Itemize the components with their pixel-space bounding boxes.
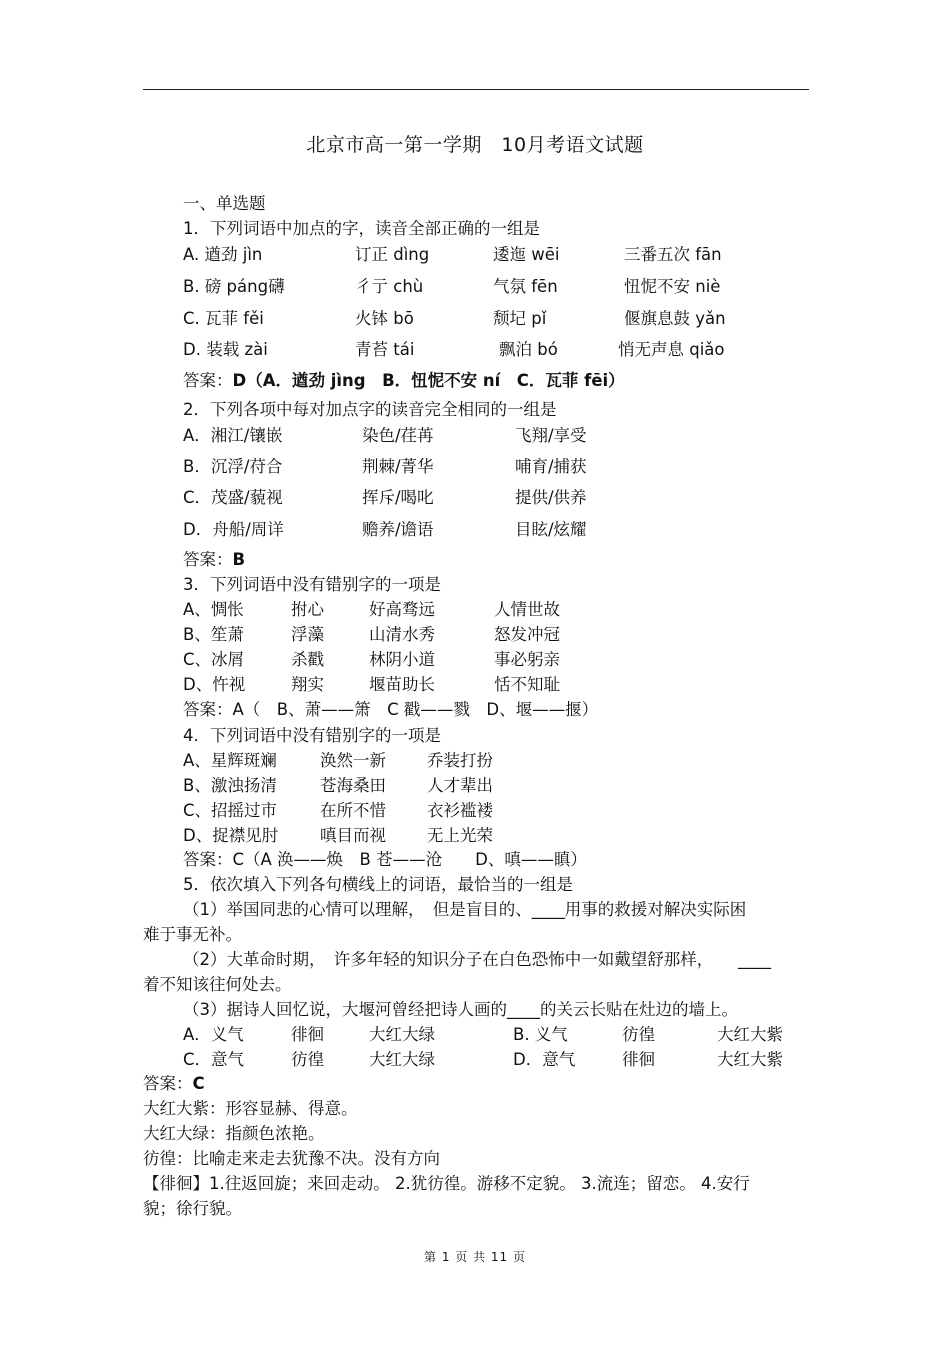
q4-cell: 衣衫褴褛: [427, 801, 493, 820]
q1-cell: 三番五次 fān: [624, 245, 722, 264]
q1-cell: 火钵 bō: [355, 309, 414, 328]
q1-cell: 偃旗息鼓 yǎn: [624, 309, 726, 328]
q4-answer: [183, 849, 587, 871]
q1-cell: B. 磅 páng礴: [183, 277, 285, 296]
q2-cell: 提供/供养: [515, 488, 587, 507]
q5-option: B. 义气: [513, 1025, 568, 1044]
q1-cell: 气氛 fēn: [493, 277, 558, 296]
q5-option: 大红大紫: [717, 1025, 783, 1044]
q5-option: 彷徨: [622, 1025, 655, 1044]
q5-sentence-1-cont: 难于事无补。: [143, 925, 242, 944]
q3-cell: 堰苗助长: [369, 675, 435, 694]
page-footer: 第 1 页 共 11 页: [424, 1250, 526, 1264]
q5-option: A．义气: [183, 1025, 244, 1044]
q3-cell: 恬不知耻: [494, 675, 560, 694]
answer-label: 答案：: [183, 700, 233, 719]
q3-cell: 拊心: [291, 600, 324, 619]
q4-stem: 4．下列词语中没有错别字的一项是: [183, 726, 441, 745]
q5-option: 彷徨: [291, 1050, 324, 1069]
answer-label: 答案：: [183, 371, 233, 390]
q2-cell: 荆棘/菁华: [362, 457, 434, 476]
answer-label: 答案：: [143, 1074, 193, 1093]
q2-cell: C．茂盛/藐视: [183, 488, 283, 507]
q3-cell: 山清水秀: [369, 625, 435, 644]
q1-cell: 青苔 tái: [355, 340, 415, 359]
q3-cell: 怒发冲冠: [494, 625, 560, 644]
q5-sentence-2: （2）大革命时期， 许多年轻的知识分子在白色恐怖中一如戴望舒那样， ____: [183, 950, 771, 969]
q1-cell: 逶迤 wēi: [493, 245, 560, 264]
q2-stem: 2．下列各项中每对加点字的读音完全相同的一组是: [183, 400, 557, 419]
note-line: 大红大绿：指颜色浓艳。: [143, 1124, 325, 1143]
q5-option: 大红大绿: [369, 1050, 435, 1069]
q4-cell: 嗔目而视: [320, 826, 386, 845]
q5-option: 徘徊: [291, 1025, 324, 1044]
q3-cell: 翔实: [291, 675, 324, 694]
q2-cell: 哺育/捕获: [515, 457, 587, 476]
q5-answer: [143, 1073, 205, 1095]
section-heading: 一、单选题: [183, 194, 266, 213]
q3-cell: 杀戳: [291, 650, 324, 669]
answer-text: B: [232, 550, 246, 569]
q2-cell: A．湘江/镶嵌: [183, 426, 283, 445]
answer-text: D（A．遒劲 jìng B．忸怩不安 ní C．瓦菲 fēi）: [232, 371, 625, 390]
q4-cell: D、捉襟见肘: [183, 826, 279, 845]
q3-cell: 事必躬亲: [494, 650, 560, 669]
q5-option: 大红大绿: [369, 1025, 435, 1044]
q4-cell: C、招摇过市: [183, 801, 278, 820]
answer-label: 答案：: [183, 850, 233, 869]
q4-cell: 乔装打扮: [427, 751, 493, 770]
page-title: 北京市高一第一学期 10月考语文试题: [306, 134, 644, 156]
q1-cell: 订正 dìng: [355, 245, 430, 264]
q5-sentence-3: （3）据诗人回忆说，大堰河曾经把诗人画的____的关云长贴在灶边的墙上。: [183, 1000, 738, 1019]
q2-cell: 飞翔/享受: [515, 426, 587, 445]
q1-cell: C. 瓦菲 fěi: [183, 309, 264, 328]
q1-cell: 悄无声息 qiǎo: [618, 340, 725, 359]
q5-option: 大红大紫: [717, 1050, 783, 1069]
answer-text: C（A 涣——焕 B 苍——沧 D、嗔——瞋）: [232, 850, 587, 869]
q1-cell: 飘泊 bó: [499, 340, 558, 359]
q1-cell: 忸怩不安 niè: [624, 277, 721, 296]
q2-cell: D．舟船/周详: [183, 520, 284, 539]
answer-label: 答案：: [183, 550, 233, 569]
q2-answer: [183, 549, 245, 571]
q5-sentence-2-cont: 着不知该往何处去。: [143, 975, 292, 994]
answer-text: C: [192, 1074, 205, 1093]
q5-sentence-1: （1）举国同悲的心情可以理解， 但是盲目的、____用事的救援对解决实际困: [183, 900, 747, 919]
q3-stem: 3．下列词语中没有错别字的一项是: [183, 575, 441, 594]
q3-cell: 好高骛远: [369, 600, 435, 619]
note-line: 貌；徐行貌。: [143, 1199, 242, 1218]
q5-option: C．意气: [183, 1050, 245, 1069]
q3-cell: D、忤视: [183, 675, 246, 694]
q4-cell: A、星辉斑斓: [183, 751, 277, 770]
q3-cell: 人情世故: [494, 600, 560, 619]
answer-text: A（ B、萧——箫 C 戳——戮 D、堰——揠）: [232, 700, 599, 719]
q2-cell: 目眩/炫耀: [515, 520, 587, 539]
note-line: 彷徨：比喻走来走去犹豫不决。没有方向: [143, 1149, 440, 1168]
q1-cell: A. 遒劲 jìn: [183, 245, 263, 264]
q1-cell: D. 装载 zài: [183, 340, 268, 359]
q1-cell: 彳亍 chù: [355, 277, 424, 296]
q5-option: D．意气: [513, 1050, 576, 1069]
q4-cell: B、激浊扬清: [183, 776, 277, 795]
q4-cell: 涣然一新: [320, 751, 386, 770]
q4-cell: 苍海桑田: [320, 776, 386, 795]
q3-cell: C、冰屑: [183, 650, 245, 669]
q5-stem: 5．依次填入下列各句横线上的词语，最恰当的一组是: [183, 875, 573, 894]
q5-option: 徘徊: [622, 1050, 655, 1069]
q2-cell: B．沉浮/苻合: [183, 457, 283, 476]
q4-cell: 人才辈出: [427, 776, 493, 795]
q3-cell: 浮藻: [291, 625, 324, 644]
q2-cell: 挥斥/喝叱: [362, 488, 434, 507]
q3-answer: [183, 699, 598, 721]
q1-answer: [183, 370, 625, 392]
q1-cell: 颓圮 pǐ: [493, 309, 547, 328]
q1-stem: 1．下列词语中加点的字，读音全部正确的一组是: [183, 219, 540, 238]
note-line: 大红大紫：形容显赫、得意。: [143, 1099, 358, 1118]
q3-cell: 林阴小道: [369, 650, 435, 669]
q2-cell: 赡养/谵语: [362, 520, 434, 539]
q3-cell: A、惆怅: [183, 600, 244, 619]
header-rule: [143, 89, 809, 90]
q4-cell: 无上光荣: [427, 826, 493, 845]
note-line: 【徘徊】1.往返回旋；来回走动。 2.犹彷徨。游移不定貌。 3.流连；留恋。 4.安行: [143, 1174, 750, 1193]
q2-cell: 染色/荏苒: [362, 426, 434, 445]
q3-cell: B、笙萧: [183, 625, 244, 644]
q4-cell: 在所不惜: [320, 801, 386, 820]
